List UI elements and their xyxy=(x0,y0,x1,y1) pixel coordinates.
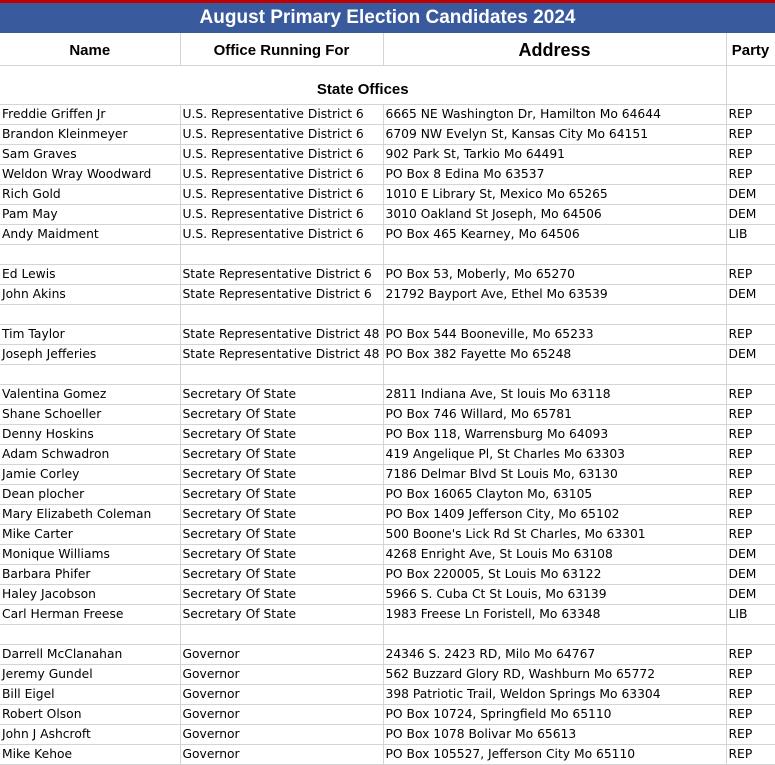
table-row xyxy=(0,565,775,585)
cell-address[interactable]: PO Box 220005, St Louis Mo 63122 xyxy=(383,565,726,585)
cell-address[interactable]: 3010 Oakland St Joseph, Mo 64506 xyxy=(383,205,726,225)
cell-name[interactable]: Andy Maidment xyxy=(0,225,180,245)
cell-office[interactable]: Secretary Of State xyxy=(180,525,383,545)
cell-address[interactable]: PO Box 544 Booneville, Mo 65233 xyxy=(383,325,726,345)
table-row xyxy=(0,705,775,725)
table-row xyxy=(0,405,775,425)
cell-party[interactable]: REP xyxy=(726,645,775,665)
cell-address[interactable]: 562 Buzzard Glory RD, Washburn Mo 65772 xyxy=(383,665,726,685)
cell-name[interactable]: Freddie Griffen Jr xyxy=(0,105,180,125)
cell-office[interactable]: Secretary Of State xyxy=(180,465,383,485)
cell-address[interactable]: 398 Patriotic Trail, Weldon Springs Mo 63304 xyxy=(383,685,726,705)
cell-office[interactable]: Secretary Of State xyxy=(180,605,383,625)
empty-cell[interactable] xyxy=(726,245,775,265)
sheet-title: August Primary Election Candidates 2024 xyxy=(0,3,775,33)
cell-party[interactable]: REP xyxy=(726,325,775,345)
cell-address[interactable]: PO Box 746 Willard, Mo 65781 xyxy=(383,405,726,425)
cell-name[interactable]: Ed Lewis xyxy=(0,265,180,285)
cell-name[interactable]: John J Ashcroft xyxy=(0,725,180,745)
cell-name[interactable]: Barbara Phifer xyxy=(0,565,180,585)
cell-address[interactable]: 419 Angelique Pl, St Charles Mo 63303 xyxy=(383,445,726,465)
table-row xyxy=(0,265,775,285)
cell-office[interactable]: Secretary Of State xyxy=(180,585,383,605)
cell-party[interactable]: DEM xyxy=(726,345,775,365)
table-row xyxy=(0,325,775,345)
cell-name[interactable]: Denny Hoskins xyxy=(0,425,180,445)
cell-name[interactable]: John Akins xyxy=(0,285,180,305)
empty-cell[interactable] xyxy=(0,365,180,385)
cell-name[interactable]: Jeremy Gundel xyxy=(0,665,180,685)
empty-cell[interactable] xyxy=(0,305,180,325)
table-row xyxy=(0,385,775,405)
table-row xyxy=(0,545,775,565)
cell-address[interactable]: PO Box 1409 Jefferson City, Mo 65102 xyxy=(383,505,726,525)
cell-office[interactable]: U.S. Representative District 6 xyxy=(180,125,383,145)
cell-office[interactable]: Governor xyxy=(180,725,383,745)
table-row xyxy=(0,665,775,685)
table-row xyxy=(0,105,775,125)
cell-address[interactable]: 24346 S. 2423 RD, Milo Mo 64767 xyxy=(383,645,726,665)
cell-party[interactable]: REP xyxy=(726,525,775,545)
cell-party[interactable]: REP xyxy=(726,145,775,165)
cell-name[interactable]: Darrell McClanahan xyxy=(0,645,180,665)
cell-address[interactable]: 902 Park St, Tarkio Mo 64491 xyxy=(383,145,726,165)
empty-cell[interactable] xyxy=(383,365,726,385)
cell-address[interactable]: 1983 Freese Ln Foristell, Mo 63348 xyxy=(383,605,726,625)
candidates-table xyxy=(0,33,775,765)
cell-name[interactable]: Valentina Gomez xyxy=(0,385,180,405)
cell-office[interactable]: Secretary Of State xyxy=(180,445,383,465)
empty-cell[interactable] xyxy=(0,625,180,645)
cell-office[interactable]: Secretary Of State xyxy=(180,505,383,525)
cell-office[interactable]: U.S. Representative District 6 xyxy=(180,105,383,125)
table-row xyxy=(0,345,775,365)
cell-address[interactable]: PO Box 118, Warrensburg Mo 64093 xyxy=(383,425,726,445)
column-header-party[interactable]: Party xyxy=(726,33,775,66)
column-header-office[interactable]: Office Running For xyxy=(180,33,383,66)
cell-address[interactable]: 5966 S. Cuba Ct St Louis, Mo 63139 xyxy=(383,585,726,605)
cell-office[interactable]: Secretary Of State xyxy=(180,485,383,505)
cell-address[interactable]: PO Box 465 Kearney, Mo 64506 xyxy=(383,225,726,245)
cell-address[interactable]: PO Box 105527, Jefferson City Mo 65110 xyxy=(383,745,726,765)
cell-address[interactable]: PO Box 8 Edina Mo 63537 xyxy=(383,165,726,185)
cell-office[interactable]: Governor xyxy=(180,745,383,765)
cell-party[interactable]: DEM xyxy=(726,285,775,305)
cell-party[interactable]: LIB xyxy=(726,605,775,625)
spacer-row xyxy=(0,365,775,385)
cell-address[interactable]: 500 Boone's Lick Rd St Charles, Mo 63301 xyxy=(383,525,726,545)
cell-address[interactable]: 4268 Enright Ave, St Louis Mo 63108 xyxy=(383,545,726,565)
empty-cell[interactable] xyxy=(726,625,775,645)
empty-cell[interactable] xyxy=(180,245,383,265)
cell-office[interactable]: Governor xyxy=(180,685,383,705)
cell-office[interactable]: State Representative District 48 xyxy=(180,325,383,345)
cell-party[interactable]: REP xyxy=(726,745,775,765)
table-row xyxy=(0,485,775,505)
cell-office[interactable]: U.S. Representative District 6 xyxy=(180,205,383,225)
cell-party[interactable]: REP xyxy=(726,425,775,445)
empty-cell[interactable] xyxy=(726,305,775,325)
cell-name[interactable]: Pam May xyxy=(0,205,180,225)
cell-name[interactable]: Mike Kehoe xyxy=(0,745,180,765)
table-row xyxy=(0,285,775,305)
cell-party[interactable]: LIB xyxy=(726,225,775,245)
table-row xyxy=(0,605,775,625)
cell-office[interactable]: U.S. Representative District 6 xyxy=(180,225,383,245)
cell-party[interactable]: DEM xyxy=(726,585,775,605)
cell-party[interactable]: REP xyxy=(726,725,775,745)
table-row xyxy=(0,725,775,745)
cell-office[interactable]: Governor xyxy=(180,705,383,725)
cell-address[interactable]: PO Box 53, Moberly, Mo 65270 xyxy=(383,265,726,285)
cell-party[interactable]: REP xyxy=(726,105,775,125)
table-row xyxy=(0,205,775,225)
cell-office[interactable]: Governor xyxy=(180,665,383,685)
cell-office[interactable]: Secretary Of State xyxy=(180,545,383,565)
table-row xyxy=(0,525,775,545)
cell-name[interactable]: Carl Herman Freese xyxy=(0,605,180,625)
cell-party[interactable]: REP xyxy=(726,685,775,705)
cell-office[interactable]: Secretary Of State xyxy=(180,405,383,425)
section-row xyxy=(0,66,775,105)
table-row xyxy=(0,645,775,665)
table-row xyxy=(0,185,775,205)
cell-name[interactable]: Sam Graves xyxy=(0,145,180,165)
cell-name[interactable]: Monique Williams xyxy=(0,545,180,565)
cell-name[interactable]: Dean plocher xyxy=(0,485,180,505)
cell-party[interactable]: REP xyxy=(726,445,775,465)
cell-party[interactable]: DEM xyxy=(726,205,775,225)
table-row xyxy=(0,225,775,245)
table-row xyxy=(0,745,775,765)
cell-name[interactable]: Jamie Corley xyxy=(0,465,180,485)
cell-address[interactable]: 6665 NE Washington Dr, Hamilton Mo 64644 xyxy=(383,105,726,125)
cell-name[interactable]: Robert Olson xyxy=(0,705,180,725)
cell-party[interactable]: DEM xyxy=(726,545,775,565)
table-row xyxy=(0,445,775,465)
cell-office[interactable]: State Representative District 48 xyxy=(180,345,383,365)
cell-office[interactable]: State Representative District 6 xyxy=(180,265,383,285)
empty-cell[interactable] xyxy=(383,305,726,325)
cell-address[interactable]: PO Box 16065 Clayton Mo, 63105 xyxy=(383,485,726,505)
cell-name[interactable]: Mary Elizabeth Coleman xyxy=(0,505,180,525)
spacer-row xyxy=(0,625,775,645)
column-header-name[interactable]: Name xyxy=(0,33,180,66)
table-row xyxy=(0,425,775,445)
header-row xyxy=(0,33,775,66)
empty-cell[interactable] xyxy=(0,245,180,265)
cell-office[interactable]: Secretary Of State xyxy=(180,385,383,405)
table-row xyxy=(0,145,775,165)
cell-address[interactable]: 1010 E Library St, Mexico Mo 65265 xyxy=(383,185,726,205)
empty-cell[interactable] xyxy=(180,625,383,645)
table-row xyxy=(0,465,775,485)
cell-party[interactable]: REP xyxy=(726,465,775,485)
column-header-address[interactable] xyxy=(383,33,726,66)
empty-cell[interactable] xyxy=(383,245,726,265)
cell-name[interactable]: Bill Eigel xyxy=(0,685,180,705)
empty-cell[interactable] xyxy=(726,365,775,385)
cell-address[interactable]: 2811 Indiana Ave, St louis Mo 63118 xyxy=(383,385,726,405)
column-header-address-label: Address xyxy=(518,39,591,60)
cell-address[interactable]: PO Box 1078 Bolivar Mo 65613 xyxy=(383,725,726,745)
cell-office[interactable]: Secretary Of State xyxy=(180,425,383,445)
cell-name[interactable]: Shane Schoeller xyxy=(0,405,180,425)
cell-party[interactable]: DEM xyxy=(726,565,775,585)
cell-office[interactable]: Secretary Of State xyxy=(180,565,383,585)
cell-party[interactable]: REP xyxy=(726,165,775,185)
section-title[interactable]: State Offices xyxy=(0,66,726,105)
spacer-row xyxy=(0,245,775,265)
cell-name[interactable]: Tim Taylor xyxy=(0,325,180,345)
table-row xyxy=(0,685,775,705)
table-row xyxy=(0,585,775,605)
cell-name[interactable]: Haley Jacobson xyxy=(0,585,180,605)
cell-address[interactable]: PO Box 382 Fayette Mo 65248 xyxy=(383,345,726,365)
cell-name[interactable]: Adam Schwadron xyxy=(0,445,180,465)
table-row xyxy=(0,125,775,145)
empty-cell[interactable] xyxy=(180,365,383,385)
spacer-row xyxy=(0,305,775,325)
empty-cell[interactable] xyxy=(383,625,726,645)
empty-cell[interactable] xyxy=(180,305,383,325)
cell-office[interactable]: U.S. Representative District 6 xyxy=(180,185,383,205)
cell-name[interactable]: Mike Carter xyxy=(0,525,180,545)
cell-address[interactable]: 21792 Bayport Ave, Ethel Mo 63539 xyxy=(383,285,726,305)
table-row xyxy=(0,165,775,185)
cell-office[interactable]: U.S. Representative District 6 xyxy=(180,145,383,165)
cell-party[interactable]: REP xyxy=(726,265,775,285)
cell-office[interactable]: U.S. Representative District 6 xyxy=(180,165,383,185)
cell-party[interactable]: REP xyxy=(726,665,775,685)
cell-party[interactable]: DEM xyxy=(726,185,775,205)
cell-office[interactable]: State Representative District 6 xyxy=(180,285,383,305)
cell-address[interactable]: PO Box 10724, Springfield Mo 65110 xyxy=(383,705,726,725)
table-row xyxy=(0,505,775,525)
cell-party[interactable]: REP xyxy=(726,405,775,425)
cell-name[interactable]: Joseph Jefferies xyxy=(0,345,180,365)
cell-name[interactable]: Rich Gold xyxy=(0,185,180,205)
cell-party[interactable]: REP xyxy=(726,485,775,505)
cell-office[interactable]: Governor xyxy=(180,645,383,665)
cell-name[interactable]: Weldon Wray Woodward xyxy=(0,165,180,185)
cell-party[interactable]: REP xyxy=(726,705,775,725)
empty-cell[interactable] xyxy=(726,66,775,105)
cell-name[interactable]: Brandon Kleinmeyer xyxy=(0,125,180,145)
cell-party[interactable]: REP xyxy=(726,505,775,525)
cell-party[interactable]: REP xyxy=(726,385,775,405)
cell-address[interactable]: 7186 Delmar Blvd St Louis Mo, 63130 xyxy=(383,465,726,485)
cell-address[interactable]: 6709 NW Evelyn St, Kansas City Mo 64151 xyxy=(383,125,726,145)
cell-party[interactable]: REP xyxy=(726,125,775,145)
